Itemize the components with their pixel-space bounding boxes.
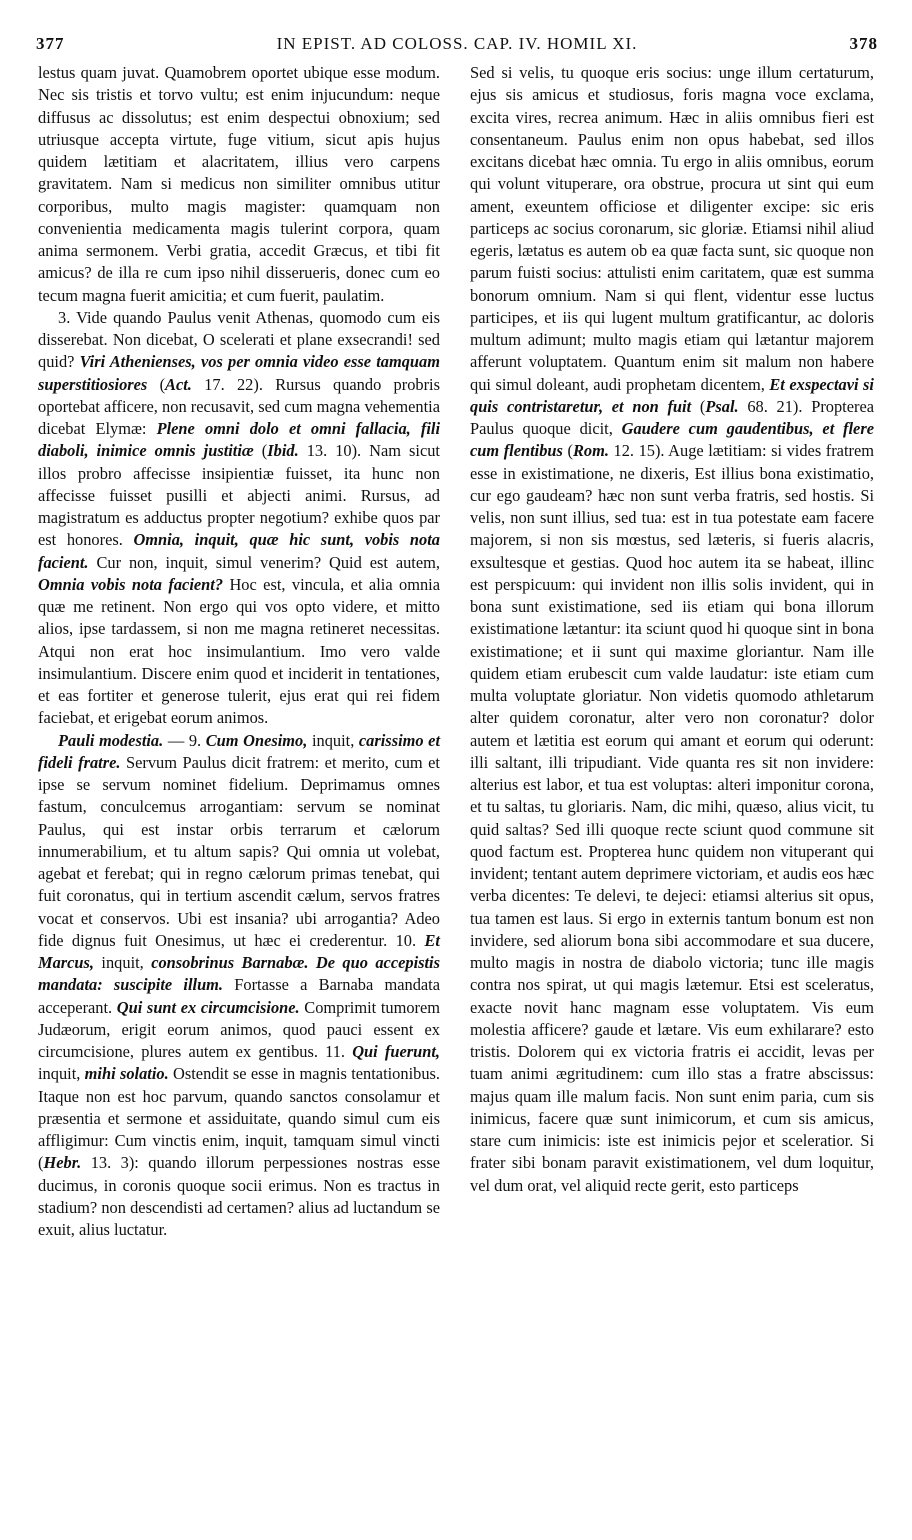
page-number-left: 377 bbox=[36, 34, 65, 53]
right-column bbox=[470, 62, 874, 1197]
italic-text: Act. bbox=[165, 374, 192, 394]
text-run: 12. 15). Auge lætitiam: si vides fratrem esse in existimatione, ne dixeris, Est illius bona existimatio, cur ego gaudeam? hæc non sunt verba fratris, sed hostis. Si velis, non sunt illius, sed tua: est in tua potestate eam facere majorem, si non sis mœstus, sed læteris, si fueris alacris, exsultesque et gestias. Quod hoc autem ita se habeat, illinc est perspicuum: qui invident non illis solis invident, qui in bona sunt existimatione, sed iis etiam qui bona illorum existimatione lætantur: ita sciunt quod hi quoque sint in bona existimatione; et ii sunt qui maxime gloriantur. Nam ille quidem etiam erubescit cum valde laudatur: iste etiam cum multa voluptate gloriatur. Non videtis quomodo athletarum alter quidem coronatur, alter vero non coronatur? dolor autem et lætitia est eorum qui amant et eorum qui oderunt: illi saltant, illi tripudiant. Vide quanta res sit non invidere: alterius est labor, et tua est voluptas: alteri imponitur corona, et tu saltas, tu gloriaris. Nam, dic mihi, quæso, alius vicit, tu quid saltas? Sed illi quoque recte sciunt quod commune sit quod factum est. Propterea hunc quidem non vituperant qui invident; tentant autem deprimere victoriam, et audis eos hæc verba dicentes: Te delevi, te dejeci: etiamsi alterius sit opus, tua tamen est laus. Si ergo in externis tantum bonum est non invidere, sed aliorum bona sibi accommodare et sua ducere, multo magis in nostra de diabolo victoria; tunc ille magis contra nos spirat, ut qui magis lætemur. Etsi est sceleratus, exacte novit hanc magnam esse voluptatem. Vis eum molestia afficere? gaude et lætare. Vis eum exhilarare? esto tristis. Dolorem qui ex victoria fratris ei accidit, levas per tuam animi ægritudinem: cum illo stas a fratre abscissus: majus quam ille malum facis. Non sunt enim paria, cum sis inimicus, facere quæ sunt inimicorum, et cum sis amicus, stare cum inimicis: iste est inimicis pejor et sceleratior. Si frater sibi bonam paravit existimationem, vel dum loquitur, vel dum orat, vel aliquid recte gerit, esto particeps bbox=[470, 441, 874, 1195]
running-header bbox=[36, 34, 878, 56]
text-run: inquit, bbox=[307, 730, 359, 750]
italic-text: Omnia vobis nota facient? bbox=[38, 574, 224, 594]
text-run: 68. 21). Propterea Paulus quoque dicit, bbox=[470, 396, 875, 438]
italic-text: Psal. bbox=[705, 396, 739, 416]
italic-text: Plene omni dolo et omni fallacia, fili diaboli, inimice omnis justitiæ bbox=[38, 419, 441, 461]
running-title: IN EPIST. AD COLOSS. CAP. IV. HOMIL XI. bbox=[276, 34, 638, 53]
text-run: 3. Vide quando Paulus venit Athenas, quomodo cum eis disserebat. Non dicebat, O scelerati et plane exsecrandi! sed quid? bbox=[38, 307, 440, 372]
paragraph bbox=[38, 307, 440, 730]
paragraph bbox=[38, 62, 440, 307]
text-run: 13. 10). Nam sicut illos probro affecisse insipientiæ fuisset, ita hunc non affecisse fuisset pusilli et abjecti animi. Rursus, ad magistratum es adductus propter negotium? exhibe quos par est honores. bbox=[38, 441, 440, 550]
text-run: lestus quam juvat. Quamobrem oportet ubique esse modum. Nec sis tristis et torvo vultu; est enim injucundum: neque diffusus ac dissolutus; est enim despectui obnoxium; sed utriusque accepta virtute, fuge vitium, sicut apis hujus quidem lætitiam et alacritatem, illius vero carpens gravitatem. Nam si medicus non similiter omnibus utitur corporibus, multo magis magister: quamquam non convenientia medicamenta magis tulerint corpora, quam anima sermonem. Verbi gratia, accedit Græcus, et tibi fit amicus? de illa re cum ipso nihil disserueris, donec cum eo tecum magna fuerit amicitia; et cum fuerit, paulatim. bbox=[38, 63, 440, 305]
italic-text: Et exspectavi si quis contristaretur, et non fuit bbox=[470, 374, 874, 416]
paragraph bbox=[38, 730, 440, 1242]
italic-text: Ibid. bbox=[267, 441, 299, 461]
page-number-right: 378 bbox=[849, 34, 878, 53]
left-column bbox=[38, 62, 440, 1241]
italic-text: Gaudere cum gaudentibus, et flere cum flentibus bbox=[470, 419, 874, 461]
text-run: Cur non, inquit, simul venerim? Quid est autem, bbox=[88, 552, 440, 572]
text-run: 13. 3): quando illorum perpessiones nostras esse ducimus, in coronis quoque socii erimus. Non es tractus in stadium? non descendisti ad certamen? alius ad luctandum se exuit, alius luctatur. bbox=[38, 1153, 440, 1239]
italic-text: Qui fuerunt, bbox=[352, 1042, 440, 1061]
italic-text: Rom. bbox=[572, 441, 609, 461]
text-run: Fortasse a Barnaba mandata acceperant. bbox=[38, 975, 440, 1017]
text-run: inquit, bbox=[94, 953, 152, 972]
italic-text: Et Marcus, bbox=[38, 930, 440, 972]
italic-text: Cum Onesimo, bbox=[205, 730, 308, 750]
italic-text: consobrinus Barnabæ. De quo accepistis mandata: suscipite illum. bbox=[38, 953, 440, 995]
italic-text: Omnia, inquit, quæ hic sunt, vobis nota facient. bbox=[38, 530, 440, 572]
italic-text: Hebr. bbox=[43, 1153, 82, 1173]
italic-text: Qui sunt ex circumcisione. bbox=[116, 997, 300, 1017]
text-run: — 9. bbox=[163, 730, 206, 750]
text-run: inquit, bbox=[38, 1064, 85, 1084]
text-run: ( bbox=[691, 396, 706, 416]
text-run: Comprimit tumorem Judæorum, erigit eorum animos, quod pauci essent ex circumcisione, plures autem ex gentibus. 11. bbox=[38, 997, 441, 1061]
italic-text: Viri Athenienses, vos per omnia video esse tamquam superstitiosiores bbox=[38, 352, 440, 394]
text-run: Sed si velis, tu quoque eris socius: unge illum certaturum, ejus sis amicus et studiosus, foris magna voce exclama, excita vires, recrea animum. Hæc in aliis omnibus fieri est consentaneum. Paulus enim non opus habebat, sed illos excitans dicebat hæc omnia. Tu ergo in aliis omnibus, eorum qui volunt vituperare, ora obstrue, procura ut sint qui eum ament, exeuntem officiose et diligenter excipe: sic eris particeps ac socius coronarum, sic gloriæ. Etiamsi nihil aliud egeris, lætatus es autem ob ea quæ facta sunt, sic quoque non parum fuisti socius: attulisti enim caritatem, quæ est summa bonorum omnium. Nam si qui flent, videntur esse luctus participes, et iis qui lugent multum gratificantur, ac doloris multum adimunt; multo magis etiam qui lætantur majorem afferunt voluptatem. Quantum enim sit malum non habere qui simul doleant, audi prophetam dicentem, bbox=[470, 63, 874, 394]
italic-text: Pauli modestia. bbox=[58, 730, 164, 750]
paragraph bbox=[470, 62, 874, 1197]
text-run: ( bbox=[253, 441, 268, 461]
italic-text: carissimo et fideli fratre. bbox=[38, 730, 440, 772]
text-run: ( bbox=[562, 441, 573, 461]
text-run: Ostendit se esse in magnis tentationibus. Itaque non est hoc parvum, quando sanctos consolamur et præsentia et sermone et assiduitate, quando simul cum eis affligimur: Cum vinctis enim, inquit, tamquam simul vincti ( bbox=[38, 1064, 440, 1173]
text-run: Servum Paulus dicit fratrem: et merito, cum et ipse se servum nominet fidelium. Deprimamus omnes fastum, conculcemus arrogantiam: servum se nominat Paulus, qui est instar orbis terrarum et cælorum innumerabilium, et tu altum sapis? Qui omnia ut volebat, agebat et ferebat; qui in regno cælorum primas tenebat, qui fuit coronatus, qui in tertium ascendit cælum, servos fratres vocat et conservos. Ubi est insania? ubi arrogantia? Adeo fide dignus fuit Onesimus, ut hæc ei crederentur. 10. bbox=[38, 752, 440, 950]
italic-text: mihi solatio. bbox=[84, 1064, 169, 1084]
text-run: 17. 22). Rursus quando probris oportebat afficere, non recusavit, sed cum magna vehementia dicebat Elymæ: bbox=[38, 374, 440, 438]
text-run: Hoc est, vincula, et alia omnia quæ me retinent. Non ergo qui vos opto videre, et mitto alios, ipse tardassem, si non me magna retineret necessitas. Atqui non erat hoc insimulantium. Imo vero valde insimulantium. Discere enim quod et inciderit in tentationes, et eas fortiter et generose tulerit, ejus erat qui rei fidem faciebat, et erigebat eorum animos. bbox=[38, 574, 440, 728]
text-run: ( bbox=[147, 374, 166, 394]
